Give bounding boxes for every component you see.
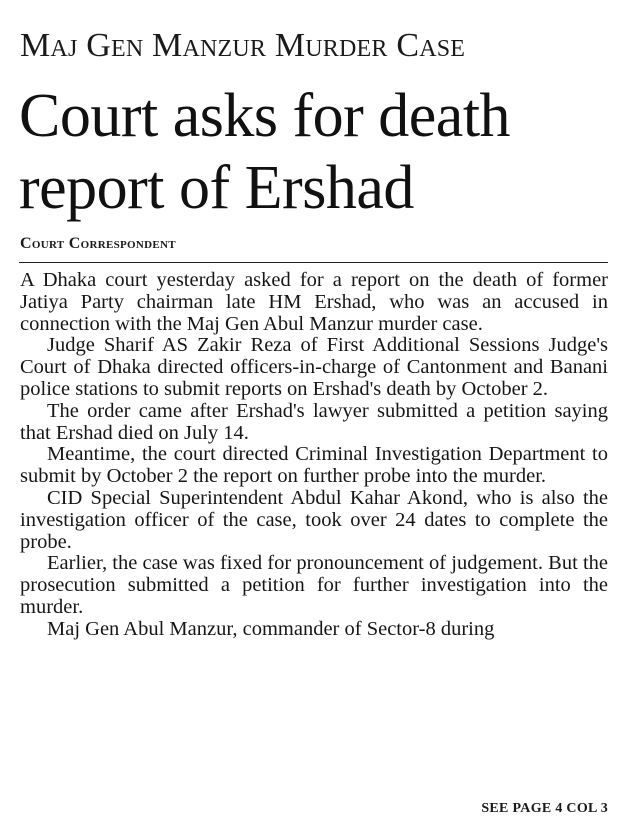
byline-divider	[19, 262, 608, 263]
article-paragraph: CID Special Superintendent Abdul Kahar Akond, who is also the investigation officer of the case, took over 24 dates to complete the probe.	[20, 486, 608, 553]
article-paragraph: Judge Sharif AS Zakir Reza of First Additional Sessions Judge's Court of Dhaka directed officers-in-charge of Cantonment and Banani police stations to submit reports on Ershad's death by October 2.	[20, 334, 608, 400]
article-paragraph: A Dhaka court yesterday asked for a report on the death of former Jatiya Party chairman late HM Ershad, who was an accused in connection with the Maj Gen Abul Manzur murder case.	[20, 269, 608, 335]
article-paragraph: Earlier, the case was fixed for pronouncement of judgement. But the prosecution submitted a petition for further investigation into the murder.	[20, 552, 608, 618]
article-paragraph: Meantime, the court directed Criminal Investigation Department to submit by October 2 the report on further probe into the murder.	[20, 443, 608, 488]
continued-on-link: SEE PAGE 4 COL 3	[481, 801, 608, 816]
article-paragraph: The order came after Ershad's lawyer submitted a petition saying that Ershad died on July 14.	[20, 399, 608, 444]
article-paragraph: Maj Gen Abul Manzur, commander of Sector-8 during	[47, 617, 495, 640]
section-kicker: Maj Gen Manzur Murder Case	[20, 27, 466, 64]
article-body	[20, 270, 608, 641]
headline: Court asks for death report of Ershad	[19, 82, 511, 222]
byline: Court Correspondent	[20, 235, 176, 252]
